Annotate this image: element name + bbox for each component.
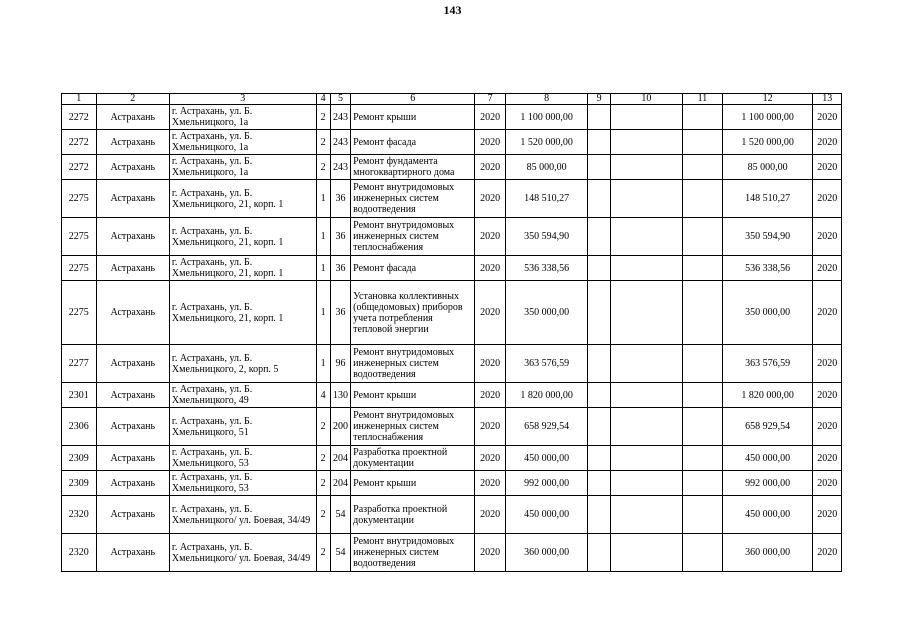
row-id-cell: 2272 — [62, 155, 97, 180]
col9-cell — [588, 105, 610, 130]
col10-cell — [610, 471, 682, 496]
column-header: 13 — [813, 94, 842, 105]
table-row — [62, 446, 842, 471]
col10-cell — [610, 218, 682, 256]
cost-cell: 992 000,00 — [505, 471, 587, 496]
col4-cell: 2 — [316, 471, 330, 496]
year-cell: 2020 — [475, 408, 506, 446]
col4-cell: 1 — [316, 218, 330, 256]
city-cell: Астрахань — [96, 155, 169, 180]
address-cell: г. Астрахань, ул. Б. Хмельницкого, 1а — [169, 155, 316, 180]
col11-cell — [683, 130, 723, 155]
table-row — [62, 345, 842, 383]
col10-cell — [610, 130, 682, 155]
end-year-cell: 2020 — [813, 155, 842, 180]
col4-cell: 1 — [316, 256, 330, 281]
cost-cell: 450 000,00 — [505, 446, 587, 471]
year-cell: 2020 — [475, 496, 506, 534]
total-cell: 350 000,00 — [722, 281, 813, 345]
address-cell: г. Астрахань, ул. Б. Хмельницкого, 21, корп. 1 — [169, 281, 316, 345]
row-id-cell: 2275 — [62, 256, 97, 281]
year-cell: 2020 — [475, 281, 506, 345]
address-cell: г. Астрахань, ул. Б. Хмельницкого, 21, корп. 1 — [169, 218, 316, 256]
table-body — [62, 94, 842, 572]
col11-cell — [683, 496, 723, 534]
row-id-cell: 2275 — [62, 218, 97, 256]
end-year-cell: 2020 — [813, 471, 842, 496]
city-cell: Астрахань — [96, 105, 169, 130]
end-year-cell: 2020 — [813, 130, 842, 155]
cost-cell: 360 000,00 — [505, 534, 587, 572]
col10-cell — [610, 496, 682, 534]
address-cell: г. Астрахань, ул. Б. Хмельницкого, 53 — [169, 471, 316, 496]
works-table — [61, 93, 842, 572]
year-cell: 2020 — [475, 180, 506, 218]
row-id-cell: 2309 — [62, 446, 97, 471]
column-header: 5 — [330, 94, 350, 105]
col4-cell: 4 — [316, 383, 330, 408]
table-row — [62, 383, 842, 408]
col11-cell — [683, 218, 723, 256]
col11-cell — [683, 105, 723, 130]
col5-cell: 243 — [330, 155, 350, 180]
col9-cell — [588, 345, 610, 383]
total-cell: 1 820 000,00 — [722, 383, 813, 408]
table-row — [62, 218, 842, 256]
end-year-cell: 2020 — [813, 218, 842, 256]
year-cell: 2020 — [475, 218, 506, 256]
col10-cell — [610, 534, 682, 572]
address-cell: г. Астрахань, ул. Б. Хмельницкого/ ул. Боевая, 34/49 — [169, 534, 316, 572]
column-header: 2 — [96, 94, 169, 105]
total-cell: 85 000,00 — [722, 155, 813, 180]
col10-cell — [610, 281, 682, 345]
col11-cell — [683, 471, 723, 496]
year-cell: 2020 — [475, 345, 506, 383]
city-cell: Астрахань — [96, 471, 169, 496]
cost-cell: 450 000,00 — [505, 496, 587, 534]
city-cell: Астрахань — [96, 256, 169, 281]
end-year-cell: 2020 — [813, 256, 842, 281]
address-cell: г. Астрахань, ул. Б. Хмельницкого, 53 — [169, 446, 316, 471]
column-header: 4 — [316, 94, 330, 105]
work-type-cell: Ремонт фасада — [351, 256, 475, 281]
work-type-cell: Ремонт крыши — [351, 105, 475, 130]
col4-cell: 2 — [316, 534, 330, 572]
column-header: 12 — [722, 94, 813, 105]
col11-cell — [683, 155, 723, 180]
total-cell: 1 100 000,00 — [722, 105, 813, 130]
col5-cell: 200 — [330, 408, 350, 446]
table-row — [62, 534, 842, 572]
address-cell: г. Астрахань, ул. Б. Хмельницкого, 1а — [169, 130, 316, 155]
work-type-cell: Разработка проектной документации — [351, 446, 475, 471]
col5-cell: 36 — [330, 281, 350, 345]
col11-cell — [683, 180, 723, 218]
cost-cell: 536 338,56 — [505, 256, 587, 281]
col4-cell: 1 — [316, 281, 330, 345]
work-type-cell: Ремонт фасада — [351, 130, 475, 155]
total-cell: 148 510,27 — [722, 180, 813, 218]
col11-cell — [683, 345, 723, 383]
address-cell: г. Астрахань, ул. Б. Хмельницкого, 2, корп. 5 — [169, 345, 316, 383]
cost-cell: 350 594,90 — [505, 218, 587, 256]
row-id-cell: 2320 — [62, 534, 97, 572]
address-cell: г. Астрахань, ул. Б. Хмельницкого, 1а — [169, 105, 316, 130]
col5-cell: 243 — [330, 130, 350, 155]
col10-cell — [610, 345, 682, 383]
city-cell: Астрахань — [96, 281, 169, 345]
col9-cell — [588, 218, 610, 256]
col11-cell — [683, 408, 723, 446]
city-cell: Астрахань — [96, 180, 169, 218]
city-cell: Астрахань — [96, 345, 169, 383]
end-year-cell: 2020 — [813, 408, 842, 446]
column-header: 3 — [169, 94, 316, 105]
total-cell: 450 000,00 — [722, 446, 813, 471]
year-cell: 2020 — [475, 534, 506, 572]
col11-cell — [683, 534, 723, 572]
column-header: 1 — [62, 94, 97, 105]
col10-cell — [610, 155, 682, 180]
table-row — [62, 408, 842, 446]
work-type-cell: Ремонт крыши — [351, 383, 475, 408]
col11-cell — [683, 383, 723, 408]
row-id-cell: 2306 — [62, 408, 97, 446]
col10-cell — [610, 383, 682, 408]
row-id-cell: 2275 — [62, 180, 97, 218]
col10-cell — [610, 446, 682, 471]
table-row — [62, 155, 842, 180]
cost-cell: 85 000,00 — [505, 155, 587, 180]
col10-cell — [610, 256, 682, 281]
work-type-cell: Ремонт внутридомовых инженерных систем теплоснабжения — [351, 218, 475, 256]
table-row — [62, 130, 842, 155]
row-id-cell: 2272 — [62, 105, 97, 130]
work-type-cell: Установка коллективных (общедомовых) приборов учета потребления тепловой энергии — [351, 281, 475, 345]
end-year-cell: 2020 — [813, 446, 842, 471]
address-cell: г. Астрахань, ул. Б. Хмельницкого/ ул. Боевая, 34/49 — [169, 496, 316, 534]
city-cell: Астрахань — [96, 408, 169, 446]
year-cell: 2020 — [475, 256, 506, 281]
row-id-cell: 2277 — [62, 345, 97, 383]
col9-cell — [588, 496, 610, 534]
col4-cell: 1 — [316, 180, 330, 218]
work-type-cell: Ремонт внутридомовых инженерных систем водоотведения — [351, 180, 475, 218]
column-header: 11 — [683, 94, 723, 105]
col4-cell: 2 — [316, 155, 330, 180]
city-cell: Астрахань — [96, 534, 169, 572]
total-cell: 658 929,54 — [722, 408, 813, 446]
table-row — [62, 105, 842, 130]
col5-cell: 36 — [330, 218, 350, 256]
col5-cell: 243 — [330, 105, 350, 130]
table-row — [62, 180, 842, 218]
year-cell: 2020 — [475, 446, 506, 471]
end-year-cell: 2020 — [813, 345, 842, 383]
col4-cell: 1 — [316, 345, 330, 383]
col9-cell — [588, 534, 610, 572]
cost-cell: 1 820 000,00 — [505, 383, 587, 408]
total-cell: 363 576,59 — [722, 345, 813, 383]
col5-cell: 54 — [330, 496, 350, 534]
table-row — [62, 496, 842, 534]
table-row — [62, 256, 842, 281]
col9-cell — [588, 155, 610, 180]
cost-cell: 658 929,54 — [505, 408, 587, 446]
col5-cell: 130 — [330, 383, 350, 408]
col9-cell — [588, 130, 610, 155]
row-id-cell: 2301 — [62, 383, 97, 408]
col9-cell — [588, 408, 610, 446]
col4-cell: 2 — [316, 130, 330, 155]
col9-cell — [588, 471, 610, 496]
row-id-cell: 2320 — [62, 496, 97, 534]
year-cell: 2020 — [475, 105, 506, 130]
table-row — [62, 471, 842, 496]
city-cell: Астрахань — [96, 446, 169, 471]
column-number-row — [62, 94, 842, 105]
col5-cell: 36 — [330, 256, 350, 281]
table-row — [62, 281, 842, 345]
cost-cell: 1 520 000,00 — [505, 130, 587, 155]
end-year-cell: 2020 — [813, 383, 842, 408]
col11-cell — [683, 256, 723, 281]
city-cell: Астрахань — [96, 218, 169, 256]
col5-cell: 204 — [330, 471, 350, 496]
address-cell: г. Астрахань, ул. Б. Хмельницкого, 51 — [169, 408, 316, 446]
work-type-cell: Ремонт внутридомовых инженерных систем теплоснабжения — [351, 408, 475, 446]
col5-cell: 204 — [330, 446, 350, 471]
cost-cell: 1 100 000,00 — [505, 105, 587, 130]
address-cell: г. Астрахань, ул. Б. Хмельницкого, 21, корп. 1 — [169, 256, 316, 281]
col4-cell: 2 — [316, 446, 330, 471]
work-type-cell: Ремонт внутридомовых инженерных систем водоотведения — [351, 345, 475, 383]
col11-cell — [683, 281, 723, 345]
cost-cell: 148 510,27 — [505, 180, 587, 218]
total-cell: 350 594,90 — [722, 218, 813, 256]
end-year-cell: 2020 — [813, 534, 842, 572]
col9-cell — [588, 256, 610, 281]
city-cell: Астрахань — [96, 130, 169, 155]
column-header: 10 — [610, 94, 682, 105]
total-cell: 1 520 000,00 — [722, 130, 813, 155]
col4-cell: 2 — [316, 496, 330, 534]
col9-cell — [588, 383, 610, 408]
year-cell: 2020 — [475, 383, 506, 408]
year-cell: 2020 — [475, 471, 506, 496]
city-cell: Астрахань — [96, 496, 169, 534]
city-cell: Астрахань — [96, 383, 169, 408]
col11-cell — [683, 446, 723, 471]
address-cell: г. Астрахань, ул. Б. Хмельницкого, 21, корп. 1 — [169, 180, 316, 218]
end-year-cell: 2020 — [813, 180, 842, 218]
column-header: 7 — [475, 94, 506, 105]
row-id-cell: 2272 — [62, 130, 97, 155]
col10-cell — [610, 180, 682, 218]
end-year-cell: 2020 — [813, 496, 842, 534]
total-cell: 360 000,00 — [722, 534, 813, 572]
work-type-cell: Разработка проектной документации — [351, 496, 475, 534]
year-cell: 2020 — [475, 130, 506, 155]
column-header: 8 — [505, 94, 587, 105]
col10-cell — [610, 408, 682, 446]
col9-cell — [588, 281, 610, 345]
col5-cell: 36 — [330, 180, 350, 218]
col5-cell: 96 — [330, 345, 350, 383]
row-id-cell: 2275 — [62, 281, 97, 345]
total-cell: 992 000,00 — [722, 471, 813, 496]
col9-cell — [588, 180, 610, 218]
col10-cell — [610, 105, 682, 130]
work-type-cell: Ремонт внутридомовых инженерных систем водоотведения — [351, 534, 475, 572]
end-year-cell: 2020 — [813, 105, 842, 130]
work-type-cell: Ремонт фундамента многоквартирного дома — [351, 155, 475, 180]
column-header: 6 — [351, 94, 475, 105]
col9-cell — [588, 446, 610, 471]
address-cell: г. Астрахань, ул. Б. Хмельницкого, 49 — [169, 383, 316, 408]
work-type-cell: Ремонт крыши — [351, 471, 475, 496]
year-cell: 2020 — [475, 155, 506, 180]
col5-cell: 54 — [330, 534, 350, 572]
row-id-cell: 2309 — [62, 471, 97, 496]
column-header: 9 — [588, 94, 610, 105]
end-year-cell: 2020 — [813, 281, 842, 345]
total-cell: 536 338,56 — [722, 256, 813, 281]
cost-cell: 350 000,00 — [505, 281, 587, 345]
col4-cell: 2 — [316, 105, 330, 130]
col4-cell: 2 — [316, 408, 330, 446]
page-number: 143 — [443, 3, 462, 17]
total-cell: 450 000,00 — [722, 496, 813, 534]
cost-cell: 363 576,59 — [505, 345, 587, 383]
